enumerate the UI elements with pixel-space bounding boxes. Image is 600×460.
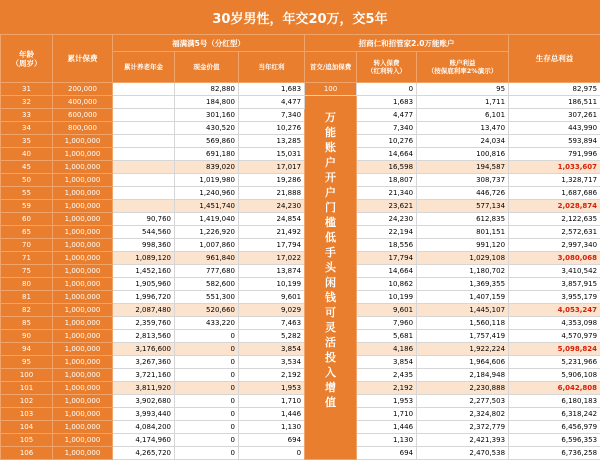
account-benefit-cell: 991,120 [417, 239, 509, 252]
total-benefit-cell: 593,894 [509, 135, 600, 148]
accumulated-premium-cell: 400,000 [53, 96, 113, 109]
header-zhaoshang-account: 招商仁和招管家2.0万能账户 [305, 35, 509, 52]
account-benefit-cell: 1,964,606 [417, 356, 509, 369]
first-premium-cell: 100 [305, 83, 357, 96]
accumulated-premium-cell: 1,000,000 [53, 226, 113, 239]
header-account-benefit: 账户利益 （按保底利率2%演示） [417, 52, 509, 83]
header-age: 年龄 （周岁） [1, 35, 53, 83]
age-cell: 80 [1, 278, 53, 291]
table-row [1, 330, 600, 343]
table-row [1, 109, 600, 122]
dividend-cell: 694 [239, 434, 305, 447]
total-benefit-cell: 2,572,631 [509, 226, 600, 239]
dividend-cell: 17,022 [239, 252, 305, 265]
dividend-cell: 9,029 [239, 304, 305, 317]
transfer-premium-cell: 22,194 [357, 226, 417, 239]
header-accumulated-premium: 累计保费 [53, 35, 113, 83]
header-first-premium: 首交/追加保费 [305, 52, 357, 83]
transfer-premium-cell: 1,446 [357, 421, 417, 434]
annuity-cell: 4,265,720 [113, 447, 175, 460]
table-row [1, 148, 600, 161]
age-cell: 31 [1, 83, 53, 96]
age-cell: 105 [1, 434, 53, 447]
dividend-cell: 21,492 [239, 226, 305, 239]
table-row [1, 174, 600, 187]
total-benefit-cell: 4,570,979 [509, 330, 600, 343]
cash-value-cell: 1,226,920 [175, 226, 239, 239]
total-benefit-cell: 6,318,242 [509, 408, 600, 421]
accumulated-premium-cell: 1,000,000 [53, 278, 113, 291]
annuity-cell: 2,087,480 [113, 304, 175, 317]
table-row [1, 226, 600, 239]
total-benefit-cell: 6,456,979 [509, 421, 600, 434]
transfer-premium-cell: 17,794 [357, 252, 417, 265]
header-fuman-product: 福满满5号（分红型） [113, 35, 305, 52]
table-row [1, 135, 600, 148]
dividend-cell: 15,031 [239, 148, 305, 161]
total-benefit-cell: 82,975 [509, 83, 600, 96]
cash-value-cell: 569,860 [175, 135, 239, 148]
age-cell: 32 [1, 96, 53, 109]
table-row [1, 213, 600, 226]
annuity-cell [113, 109, 175, 122]
total-benefit-cell: 6,596,353 [509, 434, 600, 447]
total-benefit-cell: 443,990 [509, 122, 600, 135]
dividend-cell: 1,953 [239, 382, 305, 395]
dividend-cell: 17,794 [239, 239, 305, 252]
account-benefit-cell: 2,230,888 [417, 382, 509, 395]
total-benefit-cell: 1,687,686 [509, 187, 600, 200]
cash-value-cell: 0 [175, 395, 239, 408]
total-benefit-cell: 791,996 [509, 148, 600, 161]
total-benefit-cell: 6,736,258 [509, 447, 600, 460]
transfer-premium-cell: 14,664 [357, 148, 417, 161]
table-row [1, 395, 600, 408]
transfer-premium-cell: 1,683 [357, 96, 417, 109]
transfer-premium-cell: 1,953 [357, 395, 417, 408]
account-benefit-cell: 2,421,393 [417, 434, 509, 447]
dividend-cell: 9,601 [239, 291, 305, 304]
cash-value-cell: 0 [175, 408, 239, 421]
dividend-cell: 1,130 [239, 421, 305, 434]
transfer-premium-cell: 0 [357, 83, 417, 96]
accumulated-premium-cell: 1,000,000 [53, 356, 113, 369]
total-benefit-cell: 2,997,340 [509, 239, 600, 252]
annuity-cell: 4,174,960 [113, 434, 175, 447]
total-benefit-cell: 1,033,607 [509, 161, 600, 174]
accumulated-premium-cell: 1,000,000 [53, 291, 113, 304]
table-row [1, 161, 600, 174]
age-cell: 45 [1, 161, 53, 174]
table-row [1, 265, 600, 278]
annuity-cell [113, 122, 175, 135]
account-benefit-cell: 13,470 [417, 122, 509, 135]
total-benefit-cell: 186,511 [509, 96, 600, 109]
age-cell: 75 [1, 265, 53, 278]
annuity-cell: 3,176,600 [113, 343, 175, 356]
account-benefit-cell: 801,151 [417, 226, 509, 239]
total-benefit-cell: 5,906,108 [509, 369, 600, 382]
account-promo-text: 万能账户开户门槛低 手头闲钱可灵活投入增值 [305, 96, 357, 460]
transfer-premium-cell: 10,199 [357, 291, 417, 304]
transfer-premium-cell: 7,960 [357, 317, 417, 330]
transfer-premium-cell: 7,340 [357, 122, 417, 135]
transfer-premium-cell: 21,340 [357, 187, 417, 200]
annuity-cell: 3,993,440 [113, 408, 175, 421]
account-benefit-cell: 1,180,702 [417, 265, 509, 278]
annuity-cell [113, 148, 175, 161]
age-cell: 70 [1, 239, 53, 252]
accumulated-premium-cell: 1,000,000 [53, 343, 113, 356]
age-cell: 71 [1, 252, 53, 265]
annuity-cell: 1,905,960 [113, 278, 175, 291]
accumulated-premium-cell: 1,000,000 [53, 200, 113, 213]
annuity-cell: 3,811,920 [113, 382, 175, 395]
transfer-premium-cell: 10,862 [357, 278, 417, 291]
total-benefit-cell: 3,080,068 [509, 252, 600, 265]
accumulated-premium-cell: 1,000,000 [53, 213, 113, 226]
age-cell: 104 [1, 421, 53, 434]
table-row [1, 252, 600, 265]
annuity-cell [113, 161, 175, 174]
table-row [1, 96, 600, 109]
table-row [1, 382, 600, 395]
accumulated-premium-cell: 200,000 [53, 83, 113, 96]
account-benefit-cell: 2,372,779 [417, 421, 509, 434]
cash-value-cell: 430,520 [175, 122, 239, 135]
account-benefit-cell: 24,034 [417, 135, 509, 148]
dividend-cell: 24,854 [239, 213, 305, 226]
accumulated-premium-cell: 1,000,000 [53, 252, 113, 265]
table-row [1, 317, 600, 330]
annuity-cell: 4,084,200 [113, 421, 175, 434]
annuity-cell [113, 174, 175, 187]
accumulated-premium-cell: 1,000,000 [53, 421, 113, 434]
total-benefit-cell: 2,122,635 [509, 213, 600, 226]
table-row [1, 304, 600, 317]
annuity-cell: 998,360 [113, 239, 175, 252]
table-row [1, 200, 600, 213]
account-benefit-cell: 2,470,538 [417, 447, 509, 460]
accumulated-premium-cell: 800,000 [53, 122, 113, 135]
cash-value-cell: 1,007,860 [175, 239, 239, 252]
accumulated-premium-cell: 1,000,000 [53, 148, 113, 161]
age-cell: 85 [1, 317, 53, 330]
accumulated-premium-cell: 1,000,000 [53, 395, 113, 408]
table-row [1, 239, 600, 252]
dividend-cell: 7,463 [239, 317, 305, 330]
table-row [1, 356, 600, 369]
age-cell: 106 [1, 447, 53, 460]
transfer-premium-cell: 3,854 [357, 356, 417, 369]
account-benefit-cell: 1,560,118 [417, 317, 509, 330]
total-benefit-cell: 3,955,179 [509, 291, 600, 304]
header-annuity: 累计养老年金 [113, 52, 175, 83]
accumulated-premium-cell: 600,000 [53, 109, 113, 122]
table-body [1, 83, 600, 460]
illustration-table [0, 34, 600, 460]
transfer-premium-cell: 1,130 [357, 434, 417, 447]
age-cell: 33 [1, 109, 53, 122]
account-benefit-cell: 612,835 [417, 213, 509, 226]
transfer-premium-cell: 4,186 [357, 343, 417, 356]
total-benefit-cell: 5,231,966 [509, 356, 600, 369]
age-cell: 35 [1, 135, 53, 148]
transfer-premium-cell: 4,477 [357, 109, 417, 122]
accumulated-premium-cell: 1,000,000 [53, 161, 113, 174]
annuity-cell [113, 187, 175, 200]
table-title: 30岁男性，年交20万，交5年 [0, 0, 600, 34]
dividend-cell: 24,230 [239, 200, 305, 213]
total-benefit-cell: 6,042,808 [509, 382, 600, 395]
age-cell: 65 [1, 226, 53, 239]
transfer-premium-cell: 9,601 [357, 304, 417, 317]
cash-value-cell: 82,880 [175, 83, 239, 96]
cash-value-cell: 839,020 [175, 161, 239, 174]
annuity-cell [113, 96, 175, 109]
transfer-premium-cell: 18,807 [357, 174, 417, 187]
age-cell: 55 [1, 187, 53, 200]
cash-value-cell: 184,800 [175, 96, 239, 109]
age-cell: 100 [1, 369, 53, 382]
transfer-premium-cell: 2,435 [357, 369, 417, 382]
account-benefit-cell: 2,324,802 [417, 408, 509, 421]
age-cell: 40 [1, 148, 53, 161]
transfer-premium-cell: 23,621 [357, 200, 417, 213]
accumulated-premium-cell: 1,000,000 [53, 304, 113, 317]
dividend-cell: 4,477 [239, 96, 305, 109]
dividend-cell: 0 [239, 447, 305, 460]
dividend-cell: 3,534 [239, 356, 305, 369]
age-cell: 101 [1, 382, 53, 395]
annuity-cell: 3,721,160 [113, 369, 175, 382]
transfer-premium-cell: 1,710 [357, 408, 417, 421]
accumulated-premium-cell: 1,000,000 [53, 265, 113, 278]
account-benefit-cell: 1,407,159 [417, 291, 509, 304]
transfer-premium-cell: 18,556 [357, 239, 417, 252]
account-benefit-cell: 95 [417, 83, 509, 96]
account-benefit-cell: 6,101 [417, 109, 509, 122]
cash-value-cell: 0 [175, 343, 239, 356]
cash-value-cell: 1,019,980 [175, 174, 239, 187]
annuity-cell: 3,267,360 [113, 356, 175, 369]
age-cell: 82 [1, 304, 53, 317]
account-benefit-cell: 446,726 [417, 187, 509, 200]
table-row [1, 187, 600, 200]
table-row [1, 343, 600, 356]
transfer-premium-cell: 5,681 [357, 330, 417, 343]
total-benefit-cell: 1,328,717 [509, 174, 600, 187]
age-cell: 50 [1, 174, 53, 187]
cash-value-cell: 0 [175, 330, 239, 343]
dividend-cell: 19,286 [239, 174, 305, 187]
accumulated-premium-cell: 1,000,000 [53, 187, 113, 200]
cash-value-cell: 433,220 [175, 317, 239, 330]
total-benefit-cell: 307,261 [509, 109, 600, 122]
age-cell: 95 [1, 356, 53, 369]
accumulated-premium-cell: 1,000,000 [53, 135, 113, 148]
total-benefit-cell: 4,053,247 [509, 304, 600, 317]
account-benefit-cell: 2,277,503 [417, 395, 509, 408]
table-row [1, 447, 600, 460]
dividend-cell: 10,276 [239, 122, 305, 135]
annuity-cell: 1,996,720 [113, 291, 175, 304]
dividend-cell: 21,888 [239, 187, 305, 200]
annuity-cell: 1,089,120 [113, 252, 175, 265]
accumulated-premium-cell: 1,000,000 [53, 447, 113, 460]
cash-value-cell: 0 [175, 434, 239, 447]
transfer-premium-cell: 10,276 [357, 135, 417, 148]
accumulated-premium-cell: 1,000,000 [53, 382, 113, 395]
age-cell: 34 [1, 122, 53, 135]
table-row [1, 369, 600, 382]
table-row [1, 122, 600, 135]
transfer-premium-cell: 14,664 [357, 265, 417, 278]
account-benefit-cell: 100,816 [417, 148, 509, 161]
header-dividend: 当年红利 [239, 52, 305, 83]
cash-value-cell: 0 [175, 369, 239, 382]
transfer-premium-cell: 694 [357, 447, 417, 460]
age-cell: 103 [1, 408, 53, 421]
dividend-cell: 1,683 [239, 83, 305, 96]
cash-value-cell: 1,451,740 [175, 200, 239, 213]
cash-value-cell: 301,160 [175, 109, 239, 122]
cash-value-cell: 0 [175, 382, 239, 395]
transfer-premium-cell: 24,230 [357, 213, 417, 226]
age-cell: 59 [1, 200, 53, 213]
dividend-cell: 10,199 [239, 278, 305, 291]
dividend-cell: 1,446 [239, 408, 305, 421]
age-cell: 94 [1, 343, 53, 356]
accumulated-premium-cell: 1,000,000 [53, 330, 113, 343]
account-benefit-cell: 577,134 [417, 200, 509, 213]
cash-value-cell: 0 [175, 421, 239, 434]
table-row [1, 291, 600, 304]
annuity-cell: 2,359,760 [113, 317, 175, 330]
cash-value-cell: 777,680 [175, 265, 239, 278]
header-transfer-premium: 转入保费 （红利转入） [357, 52, 417, 83]
age-cell: 81 [1, 291, 53, 304]
cash-value-cell: 1,419,040 [175, 213, 239, 226]
annuity-cell: 3,902,680 [113, 395, 175, 408]
annuity-cell [113, 135, 175, 148]
annuity-cell: 90,760 [113, 213, 175, 226]
account-benefit-cell: 1,922,224 [417, 343, 509, 356]
annuity-cell: 2,813,560 [113, 330, 175, 343]
total-benefit-cell: 6,180,183 [509, 395, 600, 408]
annuity-cell [113, 83, 175, 96]
cash-value-cell: 691,180 [175, 148, 239, 161]
accumulated-premium-cell: 1,000,000 [53, 408, 113, 421]
dividend-cell: 2,192 [239, 369, 305, 382]
age-cell: 60 [1, 213, 53, 226]
accumulated-premium-cell: 1,000,000 [53, 369, 113, 382]
cash-value-cell: 0 [175, 356, 239, 369]
cash-value-cell: 0 [175, 447, 239, 460]
dividend-cell: 7,340 [239, 109, 305, 122]
dividend-cell: 13,285 [239, 135, 305, 148]
account-benefit-cell: 1,757,419 [417, 330, 509, 343]
total-benefit-cell: 2,028,874 [509, 200, 600, 213]
accumulated-premium-cell: 1,000,000 [53, 317, 113, 330]
dividend-cell: 3,854 [239, 343, 305, 356]
total-benefit-cell: 4,353,098 [509, 317, 600, 330]
account-benefit-cell: 1,029,108 [417, 252, 509, 265]
header-total-benefit: 生存总利益 [509, 35, 600, 83]
account-benefit-cell: 2,184,948 [417, 369, 509, 382]
transfer-premium-cell: 2,192 [357, 382, 417, 395]
age-cell: 102 [1, 395, 53, 408]
total-benefit-cell: 3,410,542 [509, 265, 600, 278]
cash-value-cell: 961,840 [175, 252, 239, 265]
accumulated-premium-cell: 1,000,000 [53, 174, 113, 187]
annuity-cell: 544,560 [113, 226, 175, 239]
accumulated-premium-cell: 1,000,000 [53, 434, 113, 447]
account-benefit-cell: 1,369,355 [417, 278, 509, 291]
account-benefit-cell: 1,711 [417, 96, 509, 109]
accumulated-premium-cell: 1,000,000 [53, 239, 113, 252]
header-cash-value: 现金价值 [175, 52, 239, 83]
annuity-cell: 1,452,160 [113, 265, 175, 278]
age-cell: 90 [1, 330, 53, 343]
dividend-cell: 1,710 [239, 395, 305, 408]
table-row [1, 434, 600, 447]
dividend-cell: 13,874 [239, 265, 305, 278]
account-benefit-cell: 1,445,107 [417, 304, 509, 317]
cash-value-cell: 551,300 [175, 291, 239, 304]
table-row [1, 83, 600, 96]
table-row [1, 421, 600, 434]
table-row [1, 408, 600, 421]
account-benefit-cell: 194,587 [417, 161, 509, 174]
cash-value-cell: 582,600 [175, 278, 239, 291]
total-benefit-cell: 5,098,824 [509, 343, 600, 356]
dividend-cell: 17,017 [239, 161, 305, 174]
annuity-cell [113, 200, 175, 213]
cash-value-cell: 1,240,960 [175, 187, 239, 200]
account-benefit-cell: 308,737 [417, 174, 509, 187]
table-row [1, 278, 600, 291]
dividend-cell: 5,282 [239, 330, 305, 343]
total-benefit-cell: 3,857,915 [509, 278, 600, 291]
cash-value-cell: 520,660 [175, 304, 239, 317]
transfer-premium-cell: 16,598 [357, 161, 417, 174]
